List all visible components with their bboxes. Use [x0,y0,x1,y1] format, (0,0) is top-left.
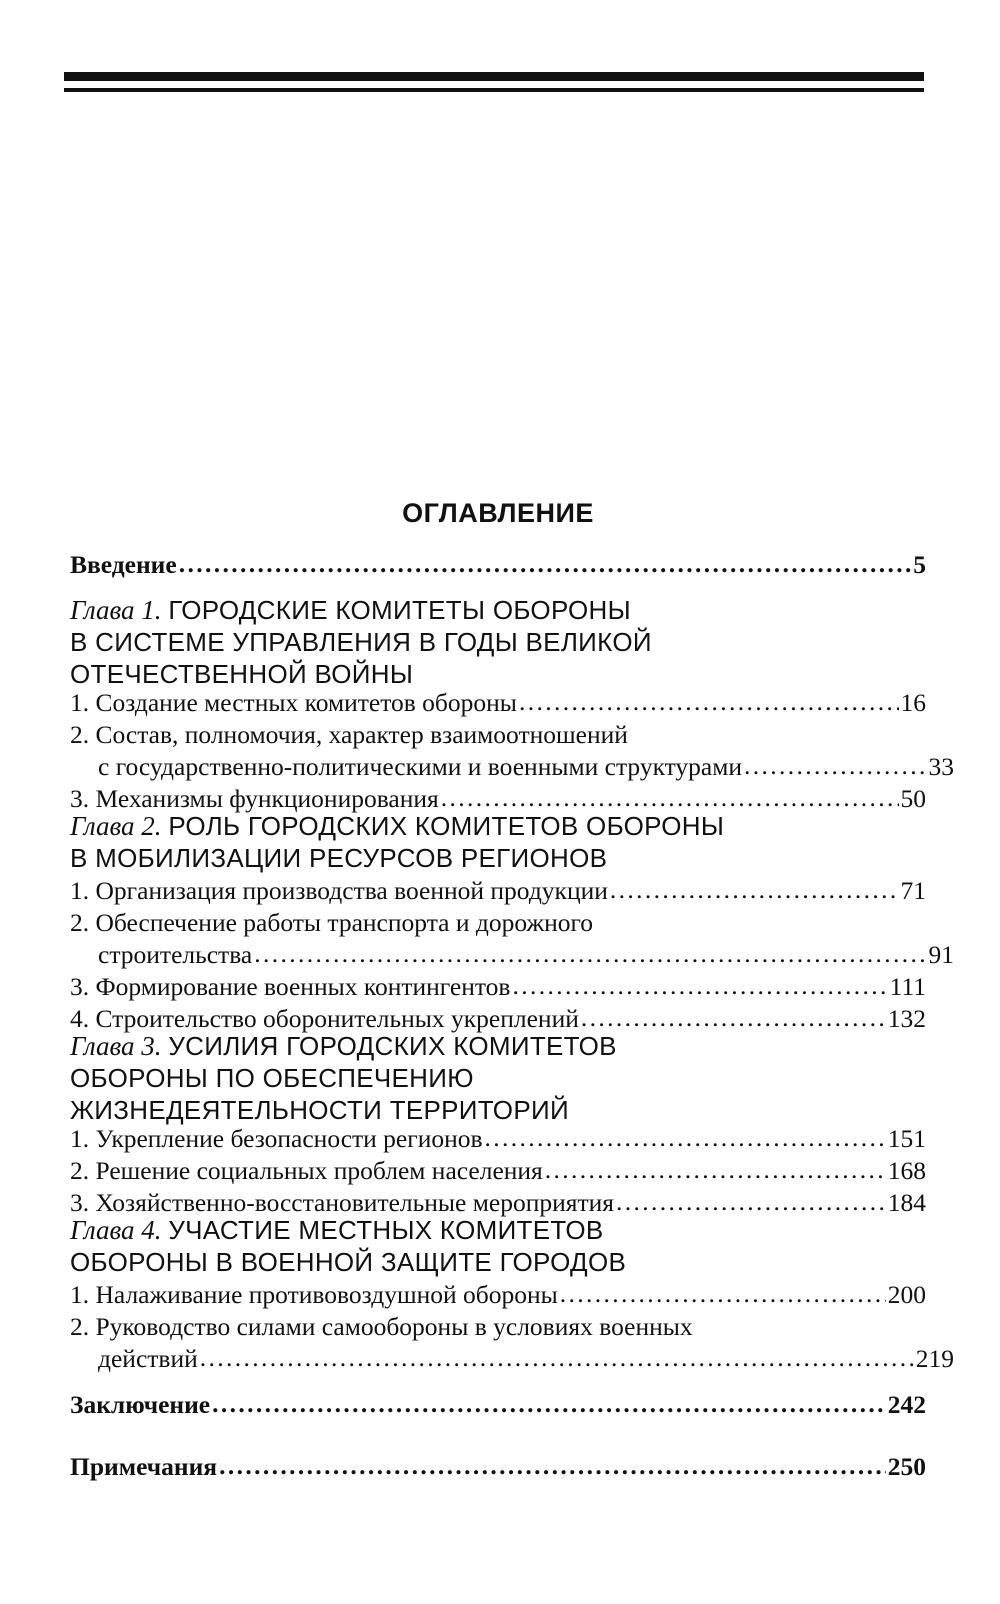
chapter-4-heading [70,1214,926,1278]
chapter-title-line: ОТЕЧЕСТВЕННОЙ ВОЙНЫ [70,659,414,689]
leader-dots [485,1121,886,1155]
page-number: 50 [900,784,926,813]
page-number: 5 [913,550,926,579]
page-number: 184 [887,1188,926,1217]
header-rule-thick [64,72,924,81]
toc-entry[interactable] [70,874,926,908]
entry-label: 1. Создание местных комитетов обороны [70,688,517,717]
leader-dots [560,1277,886,1311]
page-number: 16 [900,688,926,717]
page-number: 33 [928,752,954,781]
chapter-title-line: ОБОРОНЫ ПО ОБЕСПЕЧЕНИЮ [70,1063,474,1093]
chapter-title-line: ЖИЗНЕДЕЯТЕЛЬНОСТИ ТЕРРИТОРИЙ [70,1095,569,1125]
toc-title: ОГЛАВЛЕНИЕ [402,498,594,528]
toc-entry[interactable] [70,750,954,784]
page-number: 242 [887,1390,926,1419]
entry-label: 4. Строительство оборонительных укреплений [70,1004,579,1033]
toc-entry[interactable] [70,1154,926,1188]
page-number: 71 [900,876,926,905]
chapter-title-line: РОЛЬ ГОРОДСКИХ КОМИТЕТОВ ОБОРОНЫ [168,811,725,841]
entry-label: 1. Налаживание противовоздушной обороны [70,1280,558,1309]
entry-label: 3. Формирование военных контингентов [70,972,511,1001]
toc-entry-intro[interactable] [70,548,926,582]
toc-entry-notes[interactable] [70,1450,926,1484]
entry-label: 1. Организация производства военной продукции [70,876,608,905]
chapter-label: Глава 4. [70,1215,162,1245]
page-number: 200 [887,1280,926,1309]
leader-dots [545,1153,886,1187]
chapter-title-line: УЧАСТИЕ МЕСТНЫХ КОМИТЕТОВ [168,1215,604,1245]
page-number: 91 [928,940,954,969]
chapter-2-heading [70,810,926,874]
leader-dots [179,547,912,581]
entry-first-line: 2. Обеспечение работы транспорта и дорожного [70,908,594,937]
chapter-label: Глава 3. [70,1031,162,1061]
toc-entry-conclusion[interactable] [70,1388,926,1422]
chapter-title-line: ГОРОДСКИЕ КОМИТЕТЫ ОБОРОНЫ [168,595,631,625]
page-number: 219 [915,1344,954,1373]
chapter-title-line: ОБОРОНЫ В ВОЕННОЙ ЗАЩИТЕ ГОРОДОВ [70,1247,627,1277]
toc-entry[interactable] [70,1122,926,1156]
entry-label: 1. Укрепление безопасности регионов [70,1124,483,1153]
chapter-title-line: УСИЛИЯ ГОРОДСКИХ КОМИТЕТОВ [168,1031,617,1061]
page-number: 151 [887,1124,926,1153]
entry-label: строительства [98,940,253,969]
leader-dots [219,1449,886,1483]
entry-label: Примечания [70,1452,218,1481]
chapter-title-line: В МОБИЛИЗАЦИИ РЕСУРСОВ РЕГИОНОВ [70,843,608,873]
entry-label: 3. Механизмы функционирования [70,784,439,813]
entry-label: Введение [70,550,177,579]
toc-entry[interactable] [70,938,954,972]
toc-entry[interactable] [70,1278,926,1312]
toc-entry[interactable] [70,970,926,1004]
header-rule-thin [64,88,924,92]
entry-label: Заключение [70,1390,211,1419]
chapter-title-line: В СИСТЕМЕ УПРАВЛЕНИЯ В ГОДЫ ВЕЛИКОЙ [70,627,652,657]
entry-label: действий [98,1344,198,1373]
leader-dots [254,937,926,971]
chapter-3-heading [70,1030,926,1126]
page-number: 168 [887,1156,926,1185]
entry-first-line: 2. Состав, полномочия, характер взаимоотношений [70,720,628,749]
entry-label: 2. Решение социальных проблем населения [70,1156,543,1185]
chapter-label: Глава 2. [70,811,162,841]
leader-dots [610,873,899,907]
leader-dots [512,969,887,1003]
toc-entry[interactable] [70,686,926,720]
toc-entry[interactable] [70,1342,954,1376]
entry-first-line: 2. Руководство силами самообороны в условиях военных [70,1312,693,1341]
chapter-label: Глава 1. [70,595,162,625]
page-number: 111 [889,972,926,1001]
entry-label: с государственно-политическими и военными структурами [98,752,743,781]
leader-dots [212,1387,886,1421]
page-number: 250 [887,1452,926,1481]
leader-dots [744,749,926,783]
chapter-1-heading [70,594,926,690]
leader-dots [200,1341,914,1375]
page-number: 132 [887,1004,926,1033]
leader-dots [519,685,899,719]
entry-label: 3. Хозяйственно-восстановительные мероприятия [70,1188,614,1217]
